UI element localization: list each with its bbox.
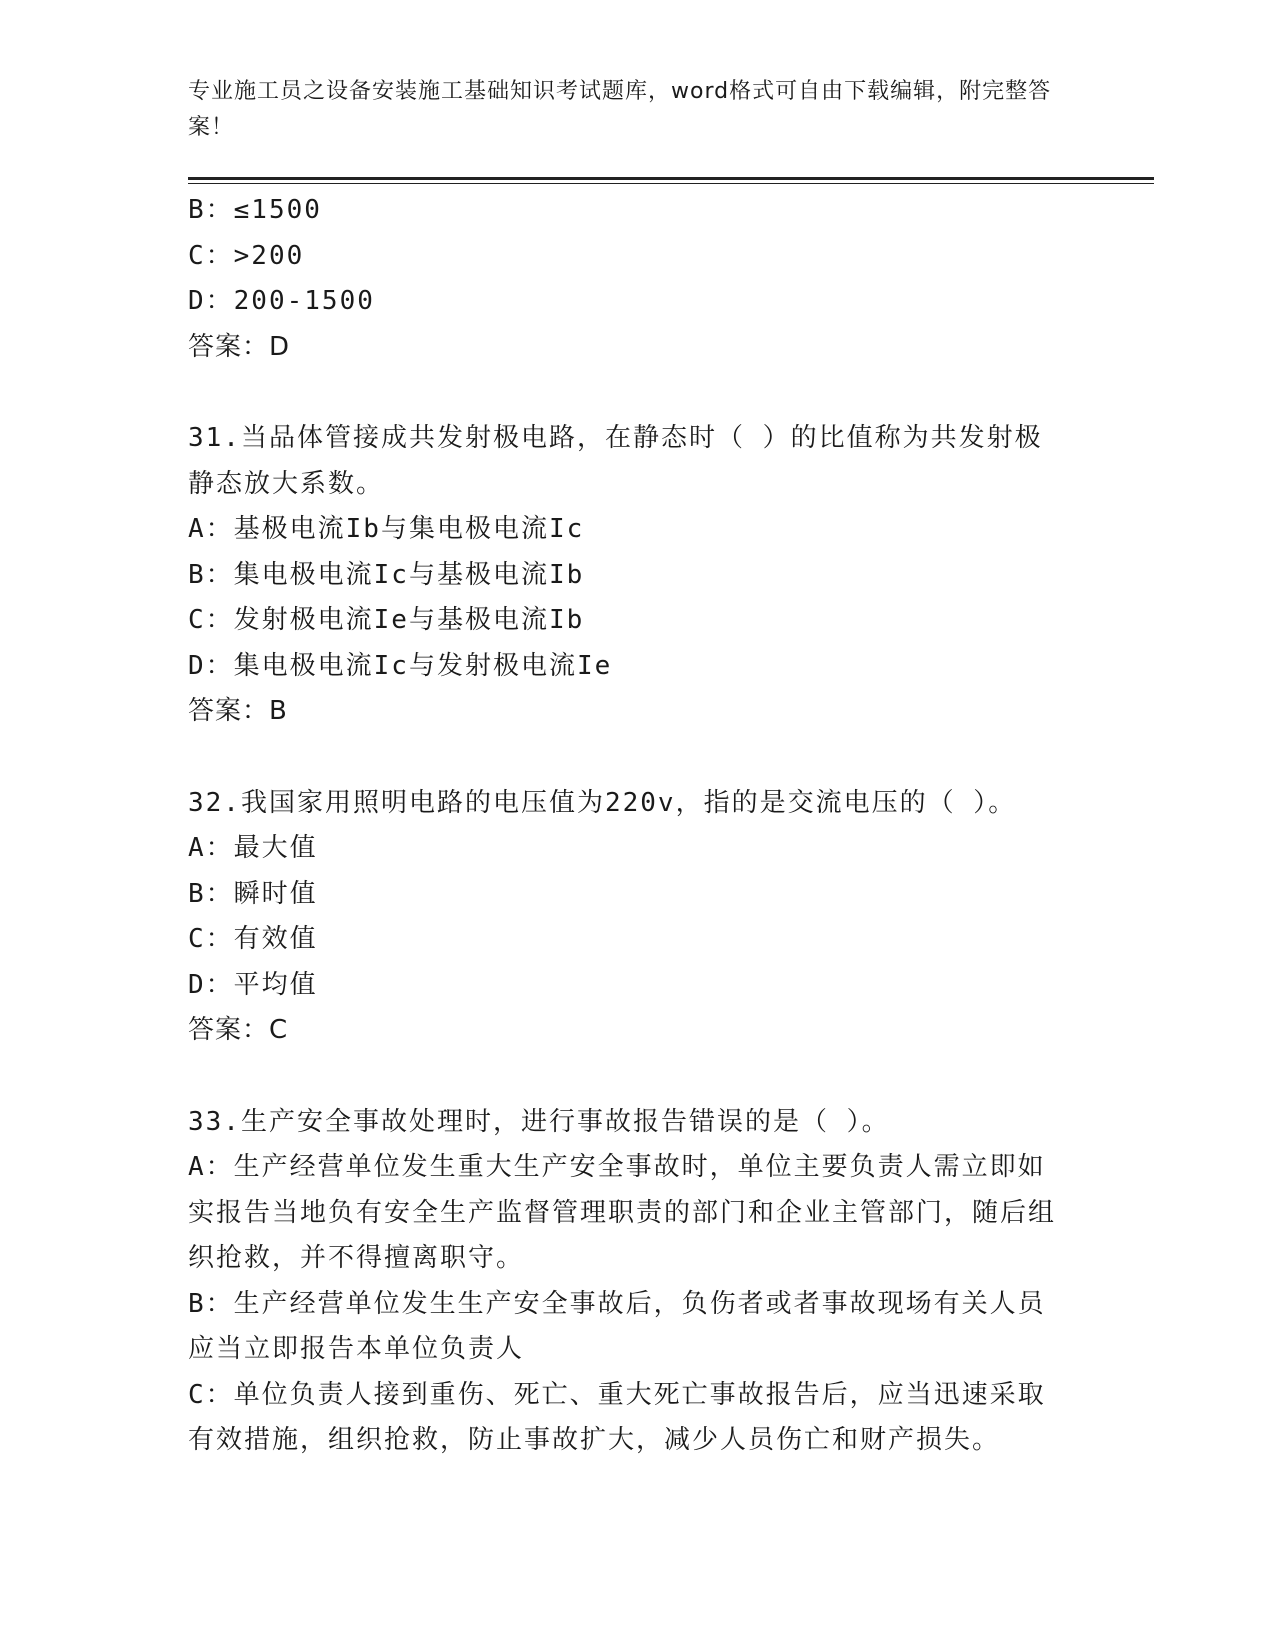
previous-question-tail xyxy=(188,188,1068,370)
option-b: B：集电极电流Ic与基极电流Ib xyxy=(188,559,585,590)
question-stem: 32.我国家用照明电路的电压值为220v，指的是交流电压的（ ）。 xyxy=(188,787,1017,818)
header-divider-thin xyxy=(188,183,1154,184)
question-32 xyxy=(188,781,1068,1054)
option-c: C：发射极电流Ie与基极电流Ib xyxy=(188,605,585,635)
question-31 xyxy=(188,416,1068,735)
page-header: 专业施工员之设备安装施工基础知识考试题库，word格式可自由下载编辑，附完整答案！ xyxy=(188,79,1052,140)
option-d: D：平均值 xyxy=(188,969,318,1000)
option-c: C：>200 xyxy=(188,240,305,271)
option-d: D：200-1500 xyxy=(188,286,375,316)
exam-content xyxy=(188,188,1068,1464)
option-b: B：≤1500 xyxy=(188,195,322,225)
option-c: C：有效值 xyxy=(188,924,318,954)
header-divider-thick xyxy=(188,177,1154,180)
question-stem: 33.生产安全事故处理时，进行事故报告错误的是（ ）。 xyxy=(188,1106,890,1137)
option-b: B：生产经营单位发生生产安全事故后，负伤者或者事故现场有关人员应当立即报告本单位负责人 xyxy=(188,1288,1046,1364)
option-a: A：生产经营单位发生重大生产安全事故时，单位主要负责人需立即如实报告当地负有安全生产监督管理职责的部门和企业主管部门，随后组织抢救，并不得擅离职守。 xyxy=(188,1152,1057,1273)
question-33 xyxy=(188,1100,1068,1464)
option-b: B：瞬时值 xyxy=(188,878,318,909)
option-c: C：单位负责人接到重伤、死亡、重大死亡事故报告后，应当迅速采取有效措施，组织抢救，防止事故扩大，减少人员伤亡和财产损失。 xyxy=(188,1379,1046,1455)
option-a: A：基极电流Ib与集电极电流Ic xyxy=(188,514,585,544)
answer: 答案：B xyxy=(188,696,288,726)
answer: 答案：C xyxy=(188,1015,289,1045)
option-d: D：集电极电流Ic与发射极电流Ie xyxy=(188,650,613,681)
answer: 答案：D xyxy=(188,331,291,362)
question-stem: 31.当品体管接成共发射极电路，在静态时（ ）的比值称为共发射极静态放大系数。 xyxy=(188,423,1043,499)
option-a: A：最大值 xyxy=(188,833,318,863)
